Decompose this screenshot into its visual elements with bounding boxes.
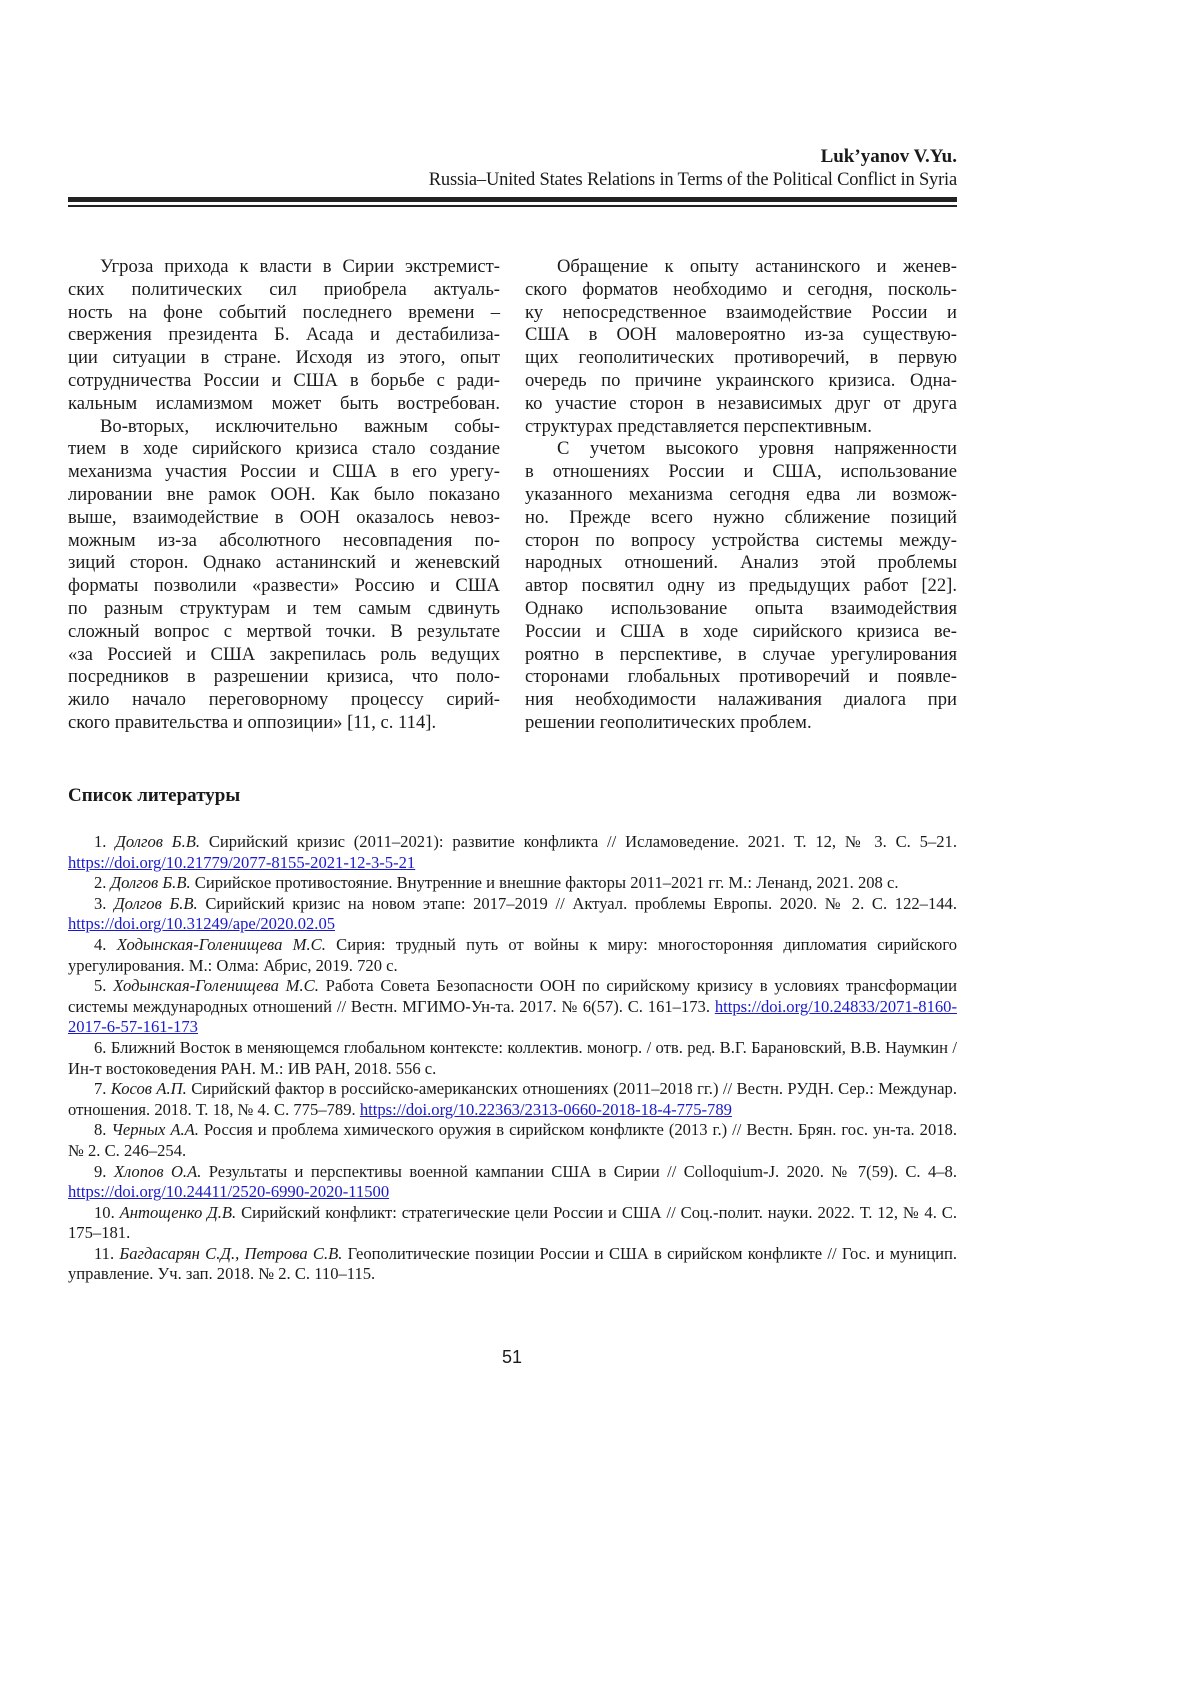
text-line: механизма участия России и США в его урегу- (68, 461, 500, 484)
page-number: 51 (0, 1347, 1024, 1368)
reference-author: Ходынская-Голенищева М.С. (117, 935, 326, 954)
right-column (525, 256, 957, 735)
text-line: роятно в перспективе, в случае урегулирования (525, 644, 957, 667)
reference-number: 2. (94, 873, 111, 892)
reference-number: 8. (94, 1120, 111, 1139)
reference-item (68, 976, 957, 1038)
reference-number: 3. (94, 894, 114, 913)
running-header-author: Luk’yanov V.Yu. (821, 146, 957, 168)
text-line: Однако использование опыта взаимодействия (525, 598, 957, 621)
text-line: тием в ходе сирийского кризиса стало создание (68, 438, 500, 461)
reference-item (68, 1162, 957, 1203)
reference-item (68, 873, 957, 894)
text-line: решении геополитических проблем. (525, 712, 957, 735)
reference-author: Хлопов О.А. (114, 1162, 202, 1181)
header-rule-thin (68, 205, 957, 207)
header-rule-thick (68, 197, 957, 202)
reference-number: 9. (94, 1162, 114, 1181)
reference-item (68, 1079, 957, 1120)
reference-author: Черных А.А. (111, 1120, 199, 1139)
text-line: С учетом высокого уровня напряженности (525, 438, 957, 461)
reference-text: Результаты и перспективы военной кампании США в Сирии // Colloquium-J. 2020. № 7(59). С. 4–8. (201, 1162, 957, 1181)
reference-author: Косов А.П. (111, 1079, 187, 1098)
text-line: сторонами глобальных противоречий и появле- (525, 666, 957, 689)
text-line: «за Россией и США закрепилась роль ведущих (68, 644, 500, 667)
doi-link[interactable]: https://doi.org/10.24411/2520-6990-2020-11500 (68, 1182, 389, 1201)
text-line: ского форматов необходимо и сегодня, посколь- (525, 279, 957, 302)
reference-author: Долгов Б.В. (115, 832, 200, 851)
reference-number: 4. (94, 935, 117, 954)
reference-author: Антощенко Д.В. (120, 1203, 237, 1222)
text-line: посредников в разрешении кризиса, что поло- (68, 666, 500, 689)
reference-author: Долгов Б.В. (114, 894, 198, 913)
reference-author: Долгов Б.В. (111, 873, 191, 892)
reference-item (68, 935, 957, 976)
doi-link[interactable]: https://doi.org/10.22363/2313-0660-2018-18-4-775-789 (360, 1100, 732, 1119)
text-line: сложный вопрос с мертвой точки. В результате (68, 621, 500, 644)
reference-author: Багдасарян С.Д., Петрова С.В. (119, 1244, 342, 1263)
paragraph (525, 438, 957, 734)
text-line: ко участие сторон в независимых друг от друга (525, 393, 957, 416)
text-line: США в ООН маловероятно из-за существую- (525, 324, 957, 347)
reference-text: Сирийский фактор в российско-американских отношениях (2011–2018 гг.) // Вестн. РУДН. Сер.: Междунар. отношения. 2018. Т. 18, № 4. С. 775–789. (68, 1079, 957, 1119)
reference-number: 1. (94, 832, 115, 851)
text-line: сторон по вопросу устройства системы между- (525, 530, 957, 553)
reference-item (68, 894, 957, 935)
text-line: жило начало переговорному процессу сирий- (68, 689, 500, 712)
text-line: Обращение к опыту астанинского и женев- (525, 256, 957, 279)
reference-text: Ближний Восток в меняющемся глобальном контексте: коллектив. моногр. / отв. ред. В.Г. Барановский, В.В. Наумкин / Ин-т востоковедения РАН. М.: ИВ РАН, 2018. 556 с. (68, 1038, 957, 1078)
text-line: зиций сторон. Однако астанинский и женевский (68, 552, 500, 575)
text-line: но. Прежде всего нужно сближение позиций (525, 507, 957, 530)
left-column (68, 256, 500, 735)
reference-text: Сирийский конфликт: стратегические цели России и США // Соц.-полит. науки. 2022. Т. 12, № 4. С. 175–181. (68, 1203, 957, 1243)
reference-text: Сирийское противостояние. Внутренние и внешние факторы 2011–2021 гг. М.: Ленанд, 2021. 208 с. (191, 873, 899, 892)
reference-number: 10. (94, 1203, 120, 1222)
text-line: в отношениях России и США, использование (525, 461, 957, 484)
reference-author: Ходынская-Голенищева М.С. (113, 976, 319, 995)
references-list (68, 832, 957, 1285)
paragraph (525, 256, 957, 438)
reference-number: 5. (94, 976, 113, 995)
reference-item (68, 832, 957, 873)
text-line: ность на фоне событий последнего времени – (68, 302, 500, 325)
text-line: можным из-за абсолютного несовпадения по- (68, 530, 500, 553)
running-header-title: Russia–United States Relations in Terms of the Political Conflict in Syria (429, 170, 957, 191)
text-line: структурах представляется перспективным. (525, 416, 957, 439)
text-line: автор посвятил одну из предыдущих работ [22]. (525, 575, 957, 598)
text-line: ку непосредственное взаимодействие России и (525, 302, 957, 325)
reference-text: Геополитические позиции России и США в сирийском конфликте // Гос. и муницип. управление. Уч. зап. 2018. № 2. С. 110–115. (68, 1244, 957, 1284)
text-line: лировании вне рамок ООН. Как было показано (68, 484, 500, 507)
text-line: выше, взаимодействие в ООН оказалось невоз- (68, 507, 500, 530)
reference-text: Сирия: трудный путь от войны к миру: многосторонняя дипломатия сирийского урегулирования. М.: Олма: Абрис, 2019. 720 с. (68, 935, 957, 975)
reference-text: Россия и проблема химического оружия в сирийском конфликте (2013 г.) // Вестн. Брян. гос. ун-та. 2018. № 2. С. 246–254. (68, 1120, 957, 1160)
doi-link[interactable]: https://doi.org/10.31249/ape/2020.02.05 (68, 914, 335, 933)
reference-text: Работа Совета Безопасности ООН по сирийскому кризису в условиях трансформации системы международных отношений // Вестн. МГИМО-Ун-та. 2017. № 6(57). С. 161–173. (68, 976, 957, 1016)
text-line: ских политических сил приобрела актуаль- (68, 279, 500, 302)
text-line: ции ситуации в стране. Исходя из этого, опыт (68, 347, 500, 370)
references-heading: Список литературы (68, 785, 240, 807)
paragraph (68, 416, 500, 735)
reference-text: Сирийский кризис на новом этапе: 2017–2019 // Актуал. проблемы Европы. 2020. № 2. С. 122–144. (198, 894, 957, 913)
text-line: кальным исламизмом может быть востребован. (68, 393, 500, 416)
text-line: ния необходимости налаживания диалога при (525, 689, 957, 712)
text-line: Угроза прихода к власти в Сирии экстремист- (68, 256, 500, 279)
reference-number: 11. (94, 1244, 119, 1263)
reference-number: 6. (94, 1038, 111, 1057)
text-line: щих геополитических противоречий, в первую (525, 347, 957, 370)
text-line: форматы позволили «развести» Россию и США (68, 575, 500, 598)
text-line: ского правительства и оппозиции» [11, с. 114]. (68, 712, 500, 735)
text-line: указанного механизма сегодня едва ли возмож- (525, 484, 957, 507)
reference-item (68, 1244, 957, 1285)
text-line: свержения президента Б. Асада и дестабилиза- (68, 324, 500, 347)
reference-item (68, 1203, 957, 1244)
text-line: России и США в ходе сирийского кризиса ве- (525, 621, 957, 644)
reference-text: Сирийский кризис (2011–2021): развитие конфликта // Исламоведение. 2021. Т. 12, № 3. С. 5–21. (200, 832, 957, 851)
reference-number: 7. (94, 1079, 111, 1098)
text-line: очередь по причине украинского кризиса. Одна- (525, 370, 957, 393)
doi-link[interactable]: https://doi.org/10.24833/2071-8160-2017-6-57-161-173 (68, 997, 957, 1037)
text-line: народных отношений. Анализ этой проблемы (525, 552, 957, 575)
doi-link[interactable]: https://doi.org/10.21779/2077-8155-2021-12-3-5-21 (68, 853, 415, 872)
reference-item (68, 1038, 957, 1079)
text-line: Во-вторых, исключительно важным собы- (68, 416, 500, 439)
paragraph (68, 256, 500, 416)
reference-item (68, 1120, 957, 1161)
text-line: сотрудничества России и США в борьбе с ради- (68, 370, 500, 393)
text-line: по разным структурам и тем самым сдвинуть (68, 598, 500, 621)
